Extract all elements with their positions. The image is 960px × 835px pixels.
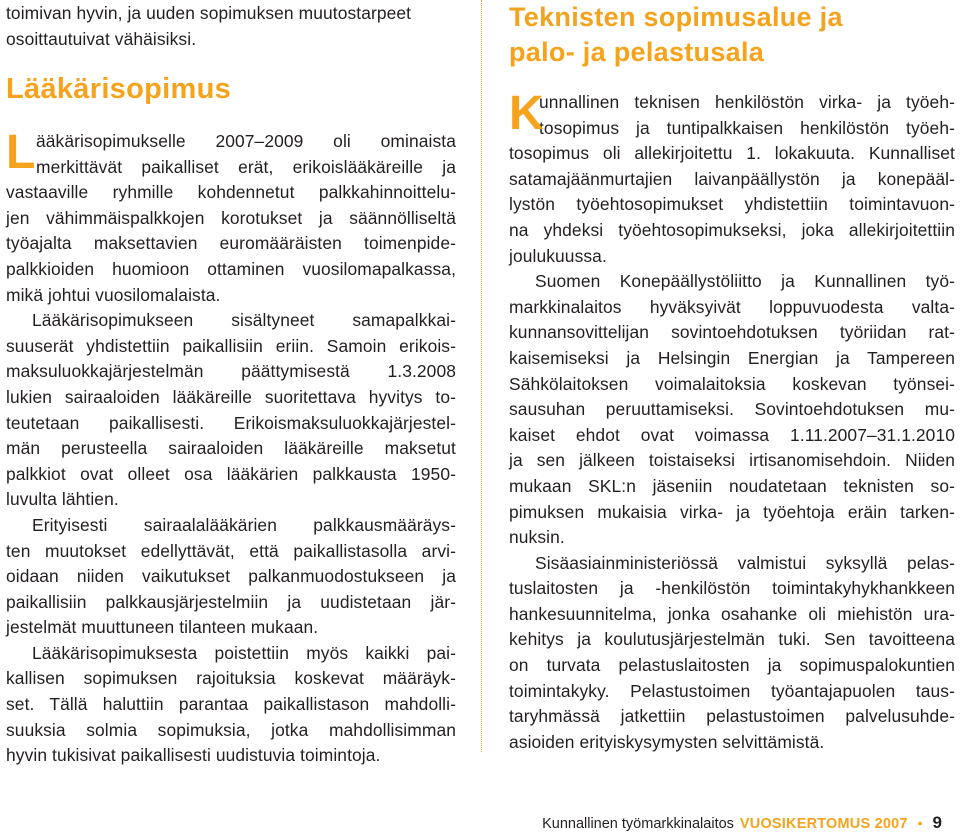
text-line: kunnansovittelijan sovintoehdotuksen työriidan rat- xyxy=(509,322,955,343)
text-line: joulukuussa. xyxy=(509,245,607,266)
text-line: ten muutokset edellyttävät, että paikallistasolla arvi- xyxy=(6,540,456,561)
heading-line: palo- ja pelastusala xyxy=(509,37,765,67)
text-line: asioiden erityiskysymysten selvittämistä. xyxy=(509,731,825,752)
text-line: kallisen sopimuksen rajoituksia koskevat määräyk- xyxy=(6,668,456,689)
text-line: lukien sairaaloiden lääkäreille suoritettava hyvitys to- xyxy=(6,386,456,407)
text-line: on turvata pelastuslaitosten ja sopimuspalokuntien xyxy=(509,655,955,676)
heading-line: Teknisten sopimusalue ja xyxy=(509,2,843,32)
text-line: hankesuunnitelma, jonka osahanke oli miehistön ura- xyxy=(509,603,955,624)
page-number: 9 xyxy=(932,813,942,832)
footer-report-title: VUOSIKERTOMUS 2007 xyxy=(739,816,908,832)
text-line: työajalta maksettavien euromääräisten toimenpide- xyxy=(6,233,456,254)
text-line: nuksin. xyxy=(509,527,565,548)
text-line: Suomen Konepäällystöliitto ja Kunnallinen työ- xyxy=(535,271,955,292)
text-line: suuksia solmia sopimuksia, jotka mahdollisimman xyxy=(6,719,456,740)
dropcap-letter: L xyxy=(6,126,36,179)
text-line: maksuluokkajärjestelmän päättymisestä 1.3.2008 xyxy=(6,361,456,382)
text-line: toimintakyky. Pelastustoimen työantajapuolen taus- xyxy=(509,680,955,701)
text-line: oidaan niiden vaikutukset palkanmuodostukseen ja xyxy=(6,566,456,587)
text-line: hyvin tukisivat paikallisesti uudistuvia toimintoja. xyxy=(6,745,381,766)
text-line: Erityisesti sairaalalääkärien palkkausmääräys- xyxy=(32,514,456,535)
footer-separator: • xyxy=(917,815,923,831)
text-line: suuserät yhdistettiin paikallisiin eriin. Samoin erikois- xyxy=(6,335,456,356)
left-body xyxy=(6,126,456,769)
text-line: Sisäasiainministeriössä valmistui syksyllä pelas- xyxy=(535,552,955,573)
section-heading-tekniset xyxy=(509,0,843,70)
text-line: pimuksen mukaisia virka- ja työehtoja eräin tarken- xyxy=(509,501,955,522)
text-line: teutetaan paikallisesti. Erikoismaksuluokkajärjestel- xyxy=(6,412,456,433)
text-line: osoittautuivat vähäisiksi. xyxy=(6,28,197,49)
text-line: Lääkärisopimukseen sisältyneet samapalkkai- xyxy=(32,310,456,331)
text-line: tosopimus oli allekirjoitettu 1. lokakuuta. Kunnalliset xyxy=(509,143,955,164)
text-line: kaiset ehdot ovat voimassa 1.11.2007–31.1.2010 xyxy=(509,424,955,445)
text-line: palkkioiden huomioon ottaminen vuosilomapalkassa, xyxy=(6,258,456,279)
text-line: tuslaitosten ja -henkilöstön toimintakyhykhankkeen xyxy=(509,578,955,599)
text-line: kehitys ja koulutusjärjestelmän tuki. Sen tavoitteena xyxy=(509,629,955,650)
text-line: ääkärisopimukselle 2007–2009 oli ominaista xyxy=(36,131,456,151)
text-line: markkinalaitos hyväksyivät loppuvuodesta valta- xyxy=(509,296,955,317)
dropcap-letter: K xyxy=(509,87,544,140)
text-line: paikallisiin palkkausjärjestelmiin ja uudistetaan jär- xyxy=(6,591,456,612)
text-line: vastaaville ryhmille kohdennetut palkkahinnoittelu- xyxy=(6,182,456,203)
text-line: taryhmässä jatkettiin pelastustoimen palvelusuhde- xyxy=(509,706,955,727)
text-line: tosopimus ja tuntipalkkaisen henkilöstön työeh- xyxy=(539,117,955,138)
text-line: satamajäänmurtajien laivanpäällystön ja konepääl- xyxy=(509,168,955,189)
text-line: luvulta lähtien. xyxy=(6,489,119,510)
text-line: lystön työehtosopimukset yhdistettiin toimintavuon- xyxy=(509,194,955,215)
text-line: na yhdeksi työehtosopimukseksi, joka allekirjoitettiin xyxy=(509,219,955,240)
text-line: unnallinen teknisen henkilöstön virka- ja työeh- xyxy=(539,92,955,112)
text-line: män perusteella sairaaloiden lääkäreille maksetut xyxy=(6,438,456,459)
text-line: jestelmät muuttuneen tilanteen mukaan. xyxy=(6,617,319,638)
text-line: kaisemiseksi ja Helsingin Energian ja Tampereen xyxy=(509,347,955,368)
text-line: Lääkärisopimuksesta poistettiin myös kaikki pai- xyxy=(32,642,456,663)
column-divider xyxy=(481,0,482,752)
text-line: palkkiot ovat olleet osa lääkärien palkkausta 1950- xyxy=(6,463,456,484)
text-line: ja sen jälkeen toistaiseksi irtisanomisehdoin. Niiden xyxy=(509,450,955,471)
page-footer xyxy=(542,813,942,833)
text-line: Sähkölaitoksen voimalaitoksia koskevan työnsei- xyxy=(509,373,955,394)
text-line: set. Tällä haluttiin parantaa paikallistason mahdolli- xyxy=(6,694,456,715)
text-line: toimivan hyvin, ja uuden sopimuksen muutostarpeet xyxy=(6,3,412,23)
text-line: jen vähimmäispalkkojen korotukset ja säännölliseltä xyxy=(6,207,456,228)
footer-publisher: Kunnallinen työmarkkinalaitos xyxy=(542,816,734,832)
left-intro xyxy=(6,1,456,52)
section-heading-laakarisopimus: Lääkärisopimus xyxy=(6,73,232,105)
text-line: mukaan SKL:n jäseniin noudatetaan teknisten so- xyxy=(509,475,955,496)
right-body xyxy=(509,87,955,755)
text-line: merkittävät paikalliset erät, erikoislääkäreille ja xyxy=(36,156,456,177)
text-line: sausuhan peruuttamiseksi. Sovintoehdotuksen mu- xyxy=(509,399,955,420)
text-line: mikä johtui vuosilomalaista. xyxy=(6,284,221,305)
